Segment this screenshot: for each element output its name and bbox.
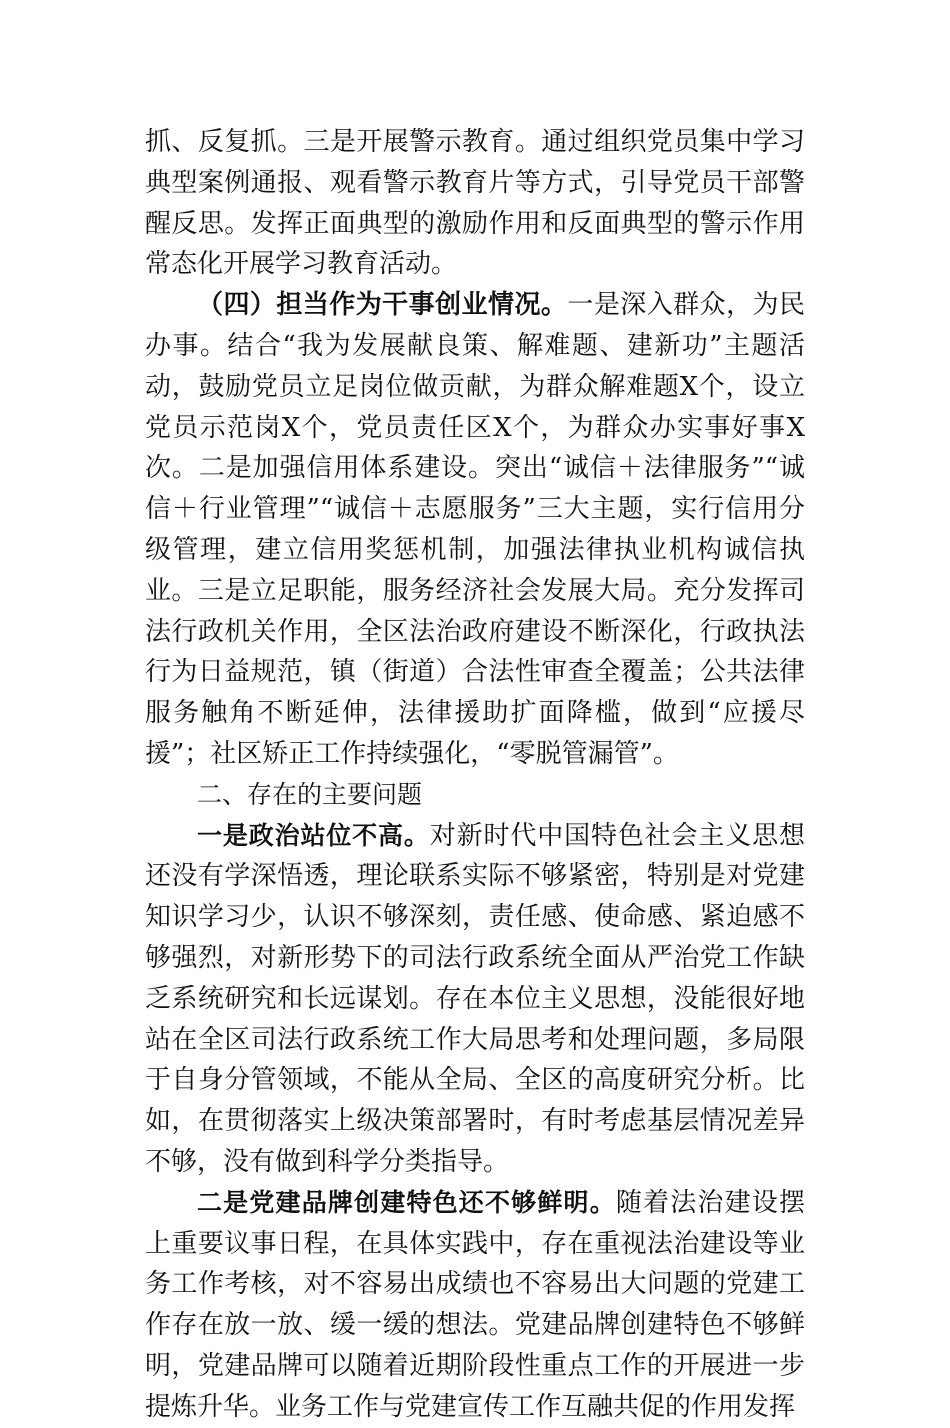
paragraph-lead: （四）担当作为干事创业情况。 <box>197 290 568 321</box>
paragraph-section-four <box>145 285 805 775</box>
paragraph-continuation <box>145 122 805 285</box>
paragraph-text: 随着法治建设摆上重要议事日程，在具体实践中，存在重视法治建设等业务工作考核，对不容易出成绩也不容易出大问题的党建工作存在放一放、缓一缓的想法。党建品牌创建特色不够鲜明，党建品牌可以随着近期阶段性重点工作的开展进一步提炼升华。业务工作与党建宣传工作互融共促的作用发挥 <box>145 1187 805 1422</box>
section-heading: 二、存在的主要问题 <box>197 779 423 809</box>
document-body <box>145 122 805 1428</box>
paragraph-lead: 二是党建品牌创建特色还不够鲜明。 <box>197 1187 616 1217</box>
paragraph-text: 抓、反复抓。三是开展警示教育。通过组织党员集中学习典型案例通报、观看警示教育片等方式，引导党员干部警醒反思。发挥正面典型的激励作用和反面典型的警示作用常态化开展学习教育活动。 <box>145 127 805 280</box>
paragraph-lead: 一是政治站位不高。 <box>197 820 430 850</box>
paragraph-problem-one <box>145 816 805 1183</box>
paragraph-text: 一是深入群众，为民办事。结合“我为发展献良策、解难题、建新功”主题活动，鼓励党员立足岗位做贡献，为群众解难题X个，设立党员示范岗X个，党员责任区X个，为群众办实事好事X次。二是加强信用体系建设。突出“诚信＋法律服务”“诚信＋行业管理”“诚信＋志愿服务”三大主题，实行信用分级管理，建立信用奖惩机制，加强法律执业机构诚信执业。三是立足职能，服务经济社会发展大局。充分发挥司法行政机关作用，全区法治政府建设不断深化，行政执法行为日益规范，镇（街道）合法性审查全覆盖；公共法律服务触角不断延伸，法律援助扩面降槛，做到“应援尽援”；社区矫正工作持续强化，“零脱管漏管”。 <box>145 290 805 769</box>
paragraph-text: 对新时代中国特色社会主义思想还没有学深悟透，理论联系实际不够紧密，特别是对党建知识学习少，认识不够深刻，责任感、使命感、紧迫感不够强烈，对新形势下的司法行政系统全面从严治党工作缺乏系统研究和长远谋划。存在本位主义思想，没能很好地站在全区司法行政系统工作大局思考和处理问题，多局限于自身分管领域，不能从全局、全区的高度研究分析。比如，在贯彻落实上级决策部署时，有时考虑基层情况差异不够，没有做到科学分类指导。 <box>145 820 805 1177</box>
paragraph-problem-two <box>145 1183 805 1428</box>
